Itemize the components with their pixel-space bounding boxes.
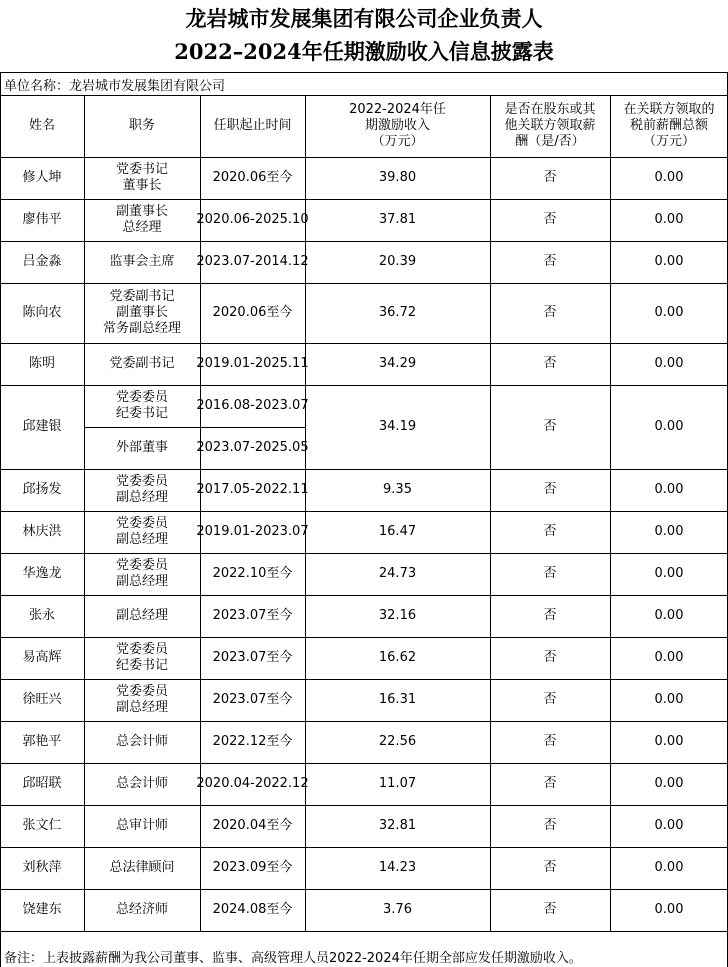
- term-cell: [200, 679, 305, 721]
- position-cell-text: 总会计师: [115, 776, 168, 791]
- pretax-cell-text: 0.00: [654, 860, 684, 875]
- header-term-text: 任职起止时间: [213, 118, 292, 133]
- term-cell-text: 2019.01-2023.07: [196, 524, 309, 539]
- position-cell: [84, 637, 200, 679]
- pretax-cell: [610, 847, 728, 889]
- person-name-text: 陈明: [28, 356, 55, 371]
- pretax-cell-text: 0.00: [654, 650, 684, 665]
- income-cell: [305, 595, 490, 637]
- person-name-text: 张永: [28, 608, 55, 623]
- term-cell-text: 2020.04-2022.12: [196, 776, 309, 791]
- income-cell-text: 22.56: [378, 734, 417, 749]
- position-cell: [84, 595, 200, 637]
- income-cell-text: 37.81: [378, 212, 417, 227]
- term-cell: [200, 283, 305, 343]
- header-related: [490, 95, 610, 157]
- person-name: [0, 847, 84, 889]
- pretax-cell: [610, 763, 728, 805]
- related-cell-text: 否: [543, 818, 557, 833]
- term-cell-text: 2023.07-2025.05: [196, 440, 309, 455]
- pretax-cell-text: 0.00: [654, 818, 684, 833]
- income-cell-text: 3.76: [383, 902, 412, 917]
- position-cell-text: 总会计师: [115, 734, 168, 749]
- person-name-text: 饶建东: [22, 902, 62, 917]
- term-cell: [200, 889, 305, 931]
- related-cell: [490, 199, 610, 241]
- pretax-cell-text: 0.00: [654, 254, 684, 269]
- position-cell-text: 常务副总经理: [102, 321, 181, 336]
- related-cell-text: 否: [543, 566, 557, 581]
- person-name: [0, 637, 84, 679]
- income-cell: [305, 637, 490, 679]
- income-cell-text: 34.19: [378, 419, 417, 434]
- position-cell: [84, 283, 200, 343]
- term-cell: [196, 199, 309, 241]
- pretax-cell-text: 0.00: [654, 482, 684, 497]
- related-cell: [490, 385, 610, 469]
- pretax-cell: [610, 511, 728, 553]
- position-cell-text: 纪委书记: [115, 658, 168, 673]
- income-cell: [305, 157, 490, 199]
- position-cell-text: 党委委员: [115, 642, 168, 657]
- related-cell-text: 否: [543, 212, 557, 227]
- pretax-cell: [610, 157, 728, 199]
- position-cell: [84, 511, 200, 553]
- related-cell: [490, 679, 610, 721]
- header-pretax-text: （万元）: [642, 134, 695, 149]
- position-cell: [84, 241, 200, 283]
- pretax-cell: [610, 805, 728, 847]
- pretax-cell: [610, 283, 728, 343]
- pretax-cell-text: 0.00: [654, 419, 684, 434]
- income-cell: [305, 199, 490, 241]
- pretax-cell-text: 0.00: [654, 524, 684, 539]
- term-cell-text: 2023.07至今: [212, 650, 293, 665]
- position-cell-text: 党委副书记: [109, 356, 175, 371]
- person-name: [0, 805, 84, 847]
- person-name: [0, 679, 84, 721]
- income-cell-text: 16.47: [378, 524, 417, 539]
- income-cell-text: 11.07: [378, 776, 417, 791]
- person-name-text: 廖伟平: [22, 212, 62, 227]
- header-pretax: [610, 95, 728, 157]
- income-cell-text: 32.81: [378, 818, 417, 833]
- income-cell-text: 32.16: [378, 608, 417, 623]
- position-cell-text: 党委委员: [115, 558, 168, 573]
- pretax-cell: [610, 889, 728, 931]
- term-cell-text: 2023.07-2014.12: [196, 254, 309, 269]
- position-cell-text: 党委委员: [115, 684, 168, 699]
- position-cell: [84, 763, 200, 805]
- related-cell: [490, 847, 610, 889]
- person-name-text: 郭艳平: [22, 734, 62, 749]
- position-cell-text: 总法律顾问: [109, 860, 175, 875]
- header-income-text: （万元）: [371, 134, 424, 149]
- term-cell: [196, 385, 309, 427]
- related-cell: [490, 721, 610, 763]
- related-cell-text: 否: [543, 305, 557, 320]
- person-name-text: 张文仁: [22, 818, 62, 833]
- person-name: [0, 763, 84, 805]
- pretax-cell-text: 0.00: [654, 608, 684, 623]
- related-cell: [490, 763, 610, 805]
- term-cell-text: 2019.01-2025.11: [196, 356, 309, 371]
- position-cell-text: 党委委员: [115, 474, 168, 489]
- income-cell-text: 16.31: [378, 692, 417, 707]
- person-name-text: 刘秋萍: [22, 860, 62, 875]
- position-cell-text: 总经济师: [115, 902, 168, 917]
- related-cell-text: 否: [543, 776, 557, 791]
- position-cell: [84, 847, 200, 889]
- person-name-text: 邱昭联: [22, 776, 62, 791]
- pretax-cell: [610, 721, 728, 763]
- pretax-cell-text: 0.00: [654, 776, 684, 791]
- income-cell: [305, 847, 490, 889]
- term-cell-text: 2017.05-2022.11: [196, 482, 309, 497]
- term-cell: [200, 721, 305, 763]
- person-name: [0, 385, 84, 469]
- income-cell: [305, 241, 490, 283]
- income-cell: [305, 763, 490, 805]
- income-cell-text: 36.72: [378, 305, 417, 320]
- related-cell-text: 否: [543, 482, 557, 497]
- income-cell-text: 14.23: [378, 860, 417, 875]
- related-cell: [490, 241, 610, 283]
- income-cell-text: 39.80: [378, 170, 417, 185]
- income-cell: [305, 805, 490, 847]
- related-cell: [490, 157, 610, 199]
- related-cell: [490, 469, 610, 511]
- header-name-text: 姓名: [28, 118, 55, 133]
- position-cell-text: 董事长: [122, 178, 162, 193]
- person-name-text: 邱扬发: [22, 482, 62, 497]
- income-cell: [305, 385, 490, 469]
- position-cell-text: 总审计师: [115, 818, 168, 833]
- related-cell: [490, 553, 610, 595]
- position-cell: [84, 889, 200, 931]
- position-cell-text: 副总经理: [115, 574, 168, 589]
- term-cell: [200, 553, 305, 595]
- person-name: [0, 889, 84, 931]
- term-cell-text: 2020.06至今: [212, 305, 293, 320]
- position-cell-text: 副总经理: [115, 608, 168, 623]
- pretax-cell: [610, 241, 728, 283]
- term-cell: [196, 427, 309, 469]
- table-title-line1: 龙岩城市发展集团有限公司企业负责人: [185, 6, 543, 31]
- header-income: [305, 95, 490, 157]
- income-cell: [305, 679, 490, 721]
- position-cell: [84, 199, 200, 241]
- person-name-text: 华逸龙: [22, 566, 62, 581]
- term-cell-text: 2016.08-2023.07: [196, 398, 309, 413]
- position-cell-text: 纪委书记: [115, 406, 168, 421]
- pretax-cell: [610, 595, 728, 637]
- income-cell: [305, 721, 490, 763]
- person-name: [0, 595, 84, 637]
- income-cell: [305, 553, 490, 595]
- person-name: [0, 469, 84, 511]
- header-position: [84, 95, 200, 157]
- income-cell: [305, 343, 490, 385]
- person-name: [0, 283, 84, 343]
- term-cell: [200, 805, 305, 847]
- related-cell-text: 否: [543, 692, 557, 707]
- related-cell: [490, 511, 610, 553]
- unit-name-label: 单位名称：龙岩城市发展集团有限公司: [4, 79, 226, 94]
- related-cell-text: 否: [543, 650, 557, 665]
- position-cell-text: 副总经理: [115, 700, 168, 715]
- position-cell: [84, 385, 200, 427]
- pretax-cell: [610, 637, 728, 679]
- related-cell-text: 否: [543, 608, 557, 623]
- term-cell: [200, 637, 305, 679]
- person-name-text: 邱建银: [22, 419, 62, 434]
- position-cell-text: 副董事长: [115, 305, 168, 320]
- table-title-line2: 2022–2024年任期激励收入信息披露表: [174, 39, 554, 64]
- position-cell-text: 外部董事: [115, 440, 168, 455]
- position-cell-text: 党委副书记: [109, 289, 175, 304]
- person-name: [0, 343, 84, 385]
- position-cell-text: 监事会主席: [109, 254, 175, 269]
- term-cell-text: 2023.07至今: [212, 692, 293, 707]
- pretax-cell-text: 0.00: [654, 566, 684, 581]
- position-cell: [84, 343, 200, 385]
- person-name: [0, 553, 84, 595]
- term-cell-text: 2023.07至今: [212, 608, 293, 623]
- related-cell-text: 否: [543, 419, 557, 434]
- pretax-cell-text: 0.00: [654, 902, 684, 917]
- person-name-text: 徐旺兴: [22, 692, 62, 707]
- header-position-text: 职务: [128, 118, 155, 133]
- related-cell: [490, 889, 610, 931]
- term-cell-text: 2020.06-2025.10: [196, 212, 309, 227]
- income-cell-text: 9.35: [383, 482, 412, 497]
- pretax-cell: [610, 385, 728, 469]
- related-cell-text: 否: [543, 356, 557, 371]
- header-term: [200, 95, 305, 157]
- position-cell: [84, 679, 200, 721]
- income-cell-text: 34.29: [378, 356, 417, 371]
- income-cell: [305, 889, 490, 931]
- term-cell-text: 2024.08至今: [212, 902, 293, 917]
- related-cell: [490, 805, 610, 847]
- term-cell: [196, 469, 309, 511]
- related-cell: [490, 283, 610, 343]
- income-cell: [305, 283, 490, 343]
- position-cell-text: 党委委员: [115, 516, 168, 531]
- person-name-text: 易高辉: [22, 650, 62, 665]
- position-cell-text: 总经理: [122, 220, 162, 235]
- related-cell-text: 否: [543, 860, 557, 875]
- income-cell-text: 20.39: [378, 254, 417, 269]
- term-cell-text: 2020.06至今: [212, 170, 293, 185]
- pretax-cell: [610, 553, 728, 595]
- related-cell: [490, 637, 610, 679]
- person-name-text: 吕金淼: [22, 254, 62, 269]
- related-cell-text: 否: [543, 734, 557, 749]
- position-cell: [84, 553, 200, 595]
- header-name: [0, 95, 84, 157]
- header-related-text: 酬（是/否）: [515, 134, 585, 149]
- related-cell-text: 否: [543, 170, 557, 185]
- header-pretax-text: 税前薪酬总额: [629, 118, 708, 133]
- pretax-cell-text: 0.00: [654, 170, 684, 185]
- term-cell: [196, 511, 309, 553]
- income-cell: [305, 469, 490, 511]
- term-cell: [196, 343, 309, 385]
- person-name: [0, 721, 84, 763]
- position-cell-text: 副总经理: [115, 490, 168, 505]
- position-cell-text: 党委书记: [115, 162, 168, 177]
- header-income-text: 2022-2024年任: [349, 102, 446, 117]
- position-cell: [84, 469, 200, 511]
- person-name: [0, 199, 84, 241]
- related-cell: [490, 343, 610, 385]
- pretax-cell: [610, 469, 728, 511]
- position-cell: [84, 805, 200, 847]
- position-cell: [84, 427, 200, 469]
- pretax-cell-text: 0.00: [654, 305, 684, 320]
- term-cell: [196, 763, 309, 805]
- position-cell: [84, 157, 200, 199]
- term-cell: [200, 157, 305, 199]
- term-cell-text: 2020.04至今: [212, 818, 293, 833]
- pretax-cell-text: 0.00: [654, 356, 684, 371]
- income-cell-text: 16.62: [378, 650, 417, 665]
- position-cell-text: 副总经理: [115, 532, 168, 547]
- term-cell: [196, 241, 309, 283]
- header-income-text: 期激励收入: [364, 118, 430, 133]
- person-name: [0, 511, 84, 553]
- related-cell-text: 否: [543, 902, 557, 917]
- person-name: [0, 157, 84, 199]
- pretax-cell-text: 0.00: [654, 692, 684, 707]
- person-name-text: 林庆洪: [22, 524, 62, 539]
- related-cell: [490, 595, 610, 637]
- income-cell-text: 24.73: [378, 566, 417, 581]
- header-related-text: 他关联方领取薪: [504, 118, 596, 133]
- related-cell-text: 否: [543, 524, 557, 539]
- person-name-text: 修人坤: [22, 170, 62, 185]
- term-cell: [200, 847, 305, 889]
- income-cell: [305, 511, 490, 553]
- footnote: 备注：上表披露薪酬为我公司董事、监事、高级管理人员2022-2024年任期全部应发任期激励收入。: [4, 951, 582, 966]
- pretax-cell-text: 0.00: [654, 212, 684, 227]
- person-name-text: 陈向农: [22, 305, 62, 320]
- term-cell: [200, 595, 305, 637]
- person-name: [0, 241, 84, 283]
- pretax-cell: [610, 199, 728, 241]
- header-pretax-text: 在关联方领取的: [623, 102, 715, 117]
- header-related-text: 是否在股东或其: [504, 102, 596, 117]
- term-cell-text: 2023.09至今: [212, 860, 293, 875]
- position-cell-text: 副董事长: [115, 204, 168, 219]
- position-cell-text: 党委委员: [115, 390, 168, 405]
- term-cell-text: 2022.10至今: [212, 566, 293, 581]
- term-cell-text: 2022.12至今: [212, 734, 293, 749]
- pretax-cell: [610, 343, 728, 385]
- pretax-cell-text: 0.00: [654, 734, 684, 749]
- pretax-cell: [610, 679, 728, 721]
- position-cell: [84, 721, 200, 763]
- related-cell-text: 否: [543, 254, 557, 269]
